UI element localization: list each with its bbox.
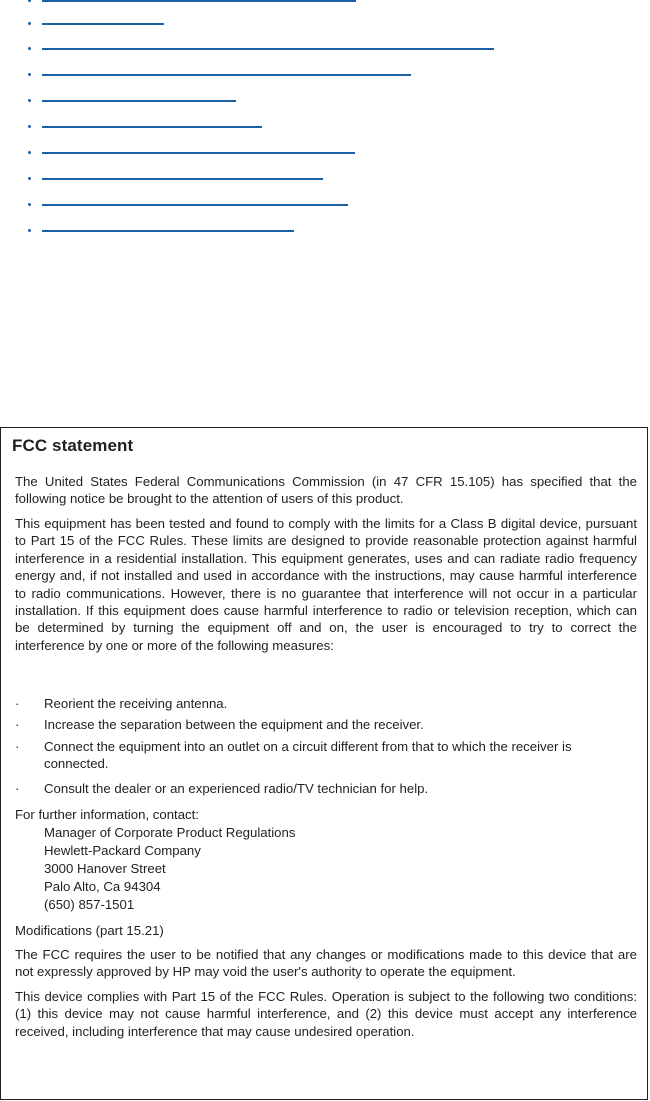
toc-link-9[interactable] xyxy=(42,204,348,206)
toc-link-5[interactable] xyxy=(42,100,236,102)
toc-link-7[interactable] xyxy=(42,152,355,154)
measure-item xyxy=(15,716,637,733)
modifications-heading: Modifications (part 15.21) xyxy=(15,923,164,938)
bullet: · xyxy=(15,696,20,711)
fcc-title: FCC statement xyxy=(12,436,134,455)
fcc-intro-paragraph: The United States Federal Communications Commission (in 47 CFR 15.105) has specified that the following notice be brought to the attention of users of this product. xyxy=(15,474,637,507)
compliance-paragraph: This device complies with Part 15 of the FCC Rules. Operation is subject to the following two conditions: (1) this device may not cause harmful interference, and (2) this device must accept any interference received, including interference that may cause undesired operation. xyxy=(15,989,637,1039)
contact-line: (650) 857-1501 xyxy=(44,897,135,912)
bullet: · xyxy=(15,717,20,732)
contact-heading: For further information, contact: xyxy=(15,807,199,822)
toc-bullet xyxy=(28,229,31,232)
contact-line: Manager of Corporate Product Regulations xyxy=(44,825,296,840)
contact-line: Palo Alto, Ca 94304 xyxy=(44,879,161,894)
contact-line: Hewlett-Packard Company xyxy=(44,843,201,858)
toc-link-2[interactable] xyxy=(42,23,164,25)
toc-link-3[interactable] xyxy=(42,48,494,50)
toc-link-6[interactable] xyxy=(42,126,262,128)
toc-link-10[interactable] xyxy=(42,230,294,232)
contact-line: 3000 Hanover Street xyxy=(44,861,166,876)
measure-text: Reorient the receiving antenna. xyxy=(44,696,228,711)
bullet: · xyxy=(15,781,20,796)
toc-bullet xyxy=(28,177,31,180)
toc-bullet xyxy=(28,0,31,2)
measure-item xyxy=(15,738,637,773)
toc-bullet xyxy=(28,99,31,102)
toc-link-8[interactable] xyxy=(42,178,323,180)
toc-bullet xyxy=(28,73,31,76)
measure-text: Increase the separation between the equipment and the receiver. xyxy=(44,717,424,732)
bullet: · xyxy=(15,739,20,754)
measure-text: Connect the equipment into an outlet on a circuit different from that to which the receiver is connected. xyxy=(44,739,572,772)
measure-item xyxy=(15,695,637,712)
toc-link-4[interactable] xyxy=(42,74,411,76)
toc-bullet xyxy=(28,47,31,50)
toc-bullet xyxy=(28,125,31,128)
toc-link-1[interactable] xyxy=(42,0,356,2)
toc-bullet xyxy=(28,22,31,25)
toc-bullet xyxy=(28,151,31,154)
measure-item xyxy=(15,780,637,797)
fcc-body-paragraph: This equipment has been tested and found to comply with the limits for a Class B digital device, pursuant to Part 15 of the FCC Rules. These limits are designed to provide reasonable protection against harmful interference in a residential installation. This equipment generates, uses and can radiate radio frequency energy and, if not installed and used in accordance with the instructions, may cause harmful interference to radio communications. However, there is no guarantee that interference will not occur in a particular installation. If this equipment does cause harmful interference to radio or television reception, which can be determined by turning the equipment off and on, the user is encouraged to try to correct the interference by one or more of the following measures: xyxy=(15,516,637,653)
measure-text: Consult the dealer or an experienced radio/TV technician for help. xyxy=(44,781,429,796)
toc-bullet xyxy=(28,203,31,206)
modifications-paragraph: The FCC requires the user to be notified that any changes or modifications made to this device that are not expressly approved by HP may void the user's authority to operate the equipment. xyxy=(15,947,637,980)
